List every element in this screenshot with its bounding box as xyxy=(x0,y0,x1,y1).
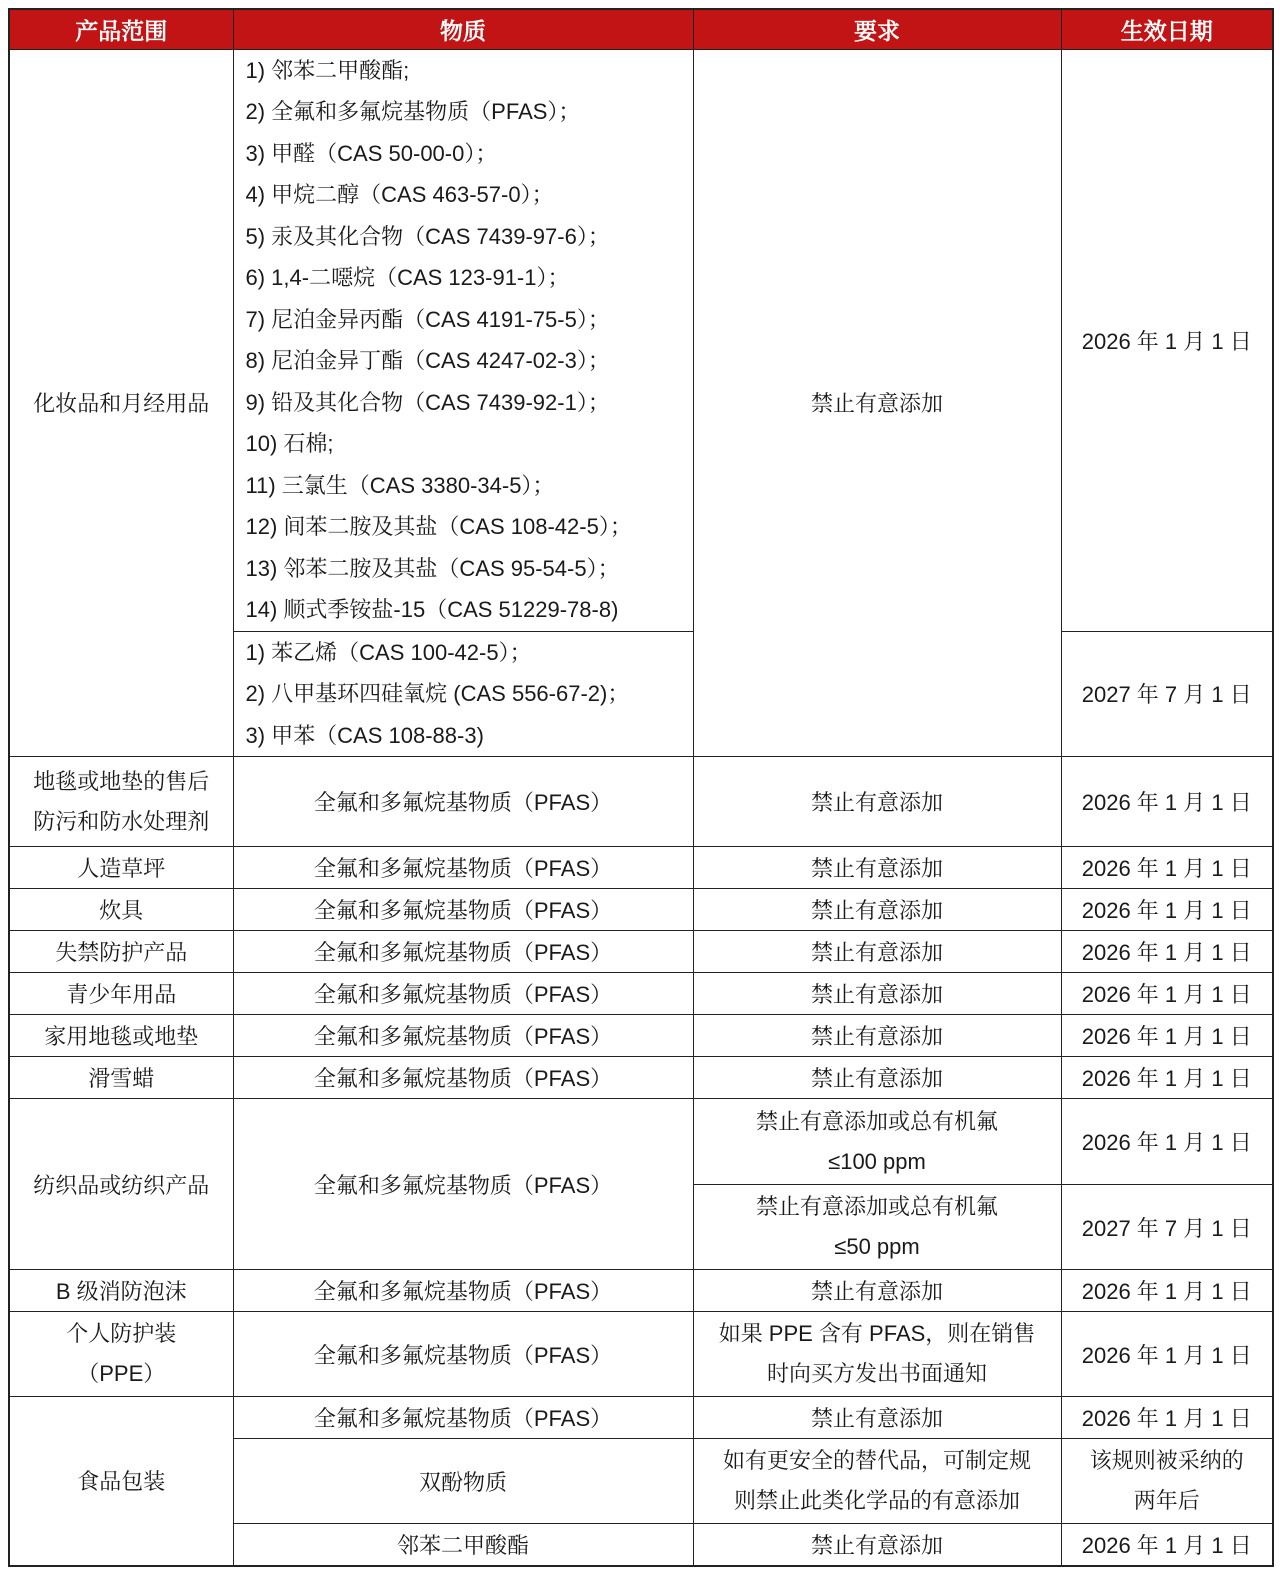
cell-date-cookware: 2026 年 1 月 1 日 xyxy=(1061,889,1273,931)
cell-date-ski-wax: 2026 年 1 月 1 日 xyxy=(1061,1057,1273,1099)
cell-requirement-artificial-turf: 禁止有意添加 xyxy=(693,847,1061,889)
cell-requirement-cookware: 禁止有意添加 xyxy=(693,889,1061,931)
row-firefighting-foam xyxy=(9,1270,1273,1312)
cell-product-cookware: 炊具 xyxy=(9,889,233,931)
cell-date-carpet-treatment: 2026 年 1 月 1 日 xyxy=(1061,757,1273,847)
cell-substance-cookware: 全氟和多氟烷基物质（PFAS） xyxy=(233,889,693,931)
cell-substance-food-bisphenols: 双酚物质 xyxy=(233,1439,693,1524)
cell-requirement-ppe xyxy=(693,1312,1061,1397)
row-ski-wax xyxy=(9,1057,1273,1099)
header-effective-date: 生效日期 xyxy=(1061,9,1273,49)
cell-line: 13) 邻苯二胺及其盐（CAS 95-54-5）； xyxy=(245,555,620,581)
cell-line: 8) 尼泊金异丁酯（CAS 4247-02-3）； xyxy=(245,348,610,373)
cell-line: 地毯或地垫的售后 xyxy=(33,768,210,794)
cell-date-food-pfas: 2026 年 1 月 1 日 xyxy=(1061,1397,1273,1439)
cell-substances-cosmetics-batch1 xyxy=(233,49,693,631)
cell-substance-ski-wax: 全氟和多氟烷基物质（PFAS） xyxy=(233,1057,693,1099)
row-ppe xyxy=(9,1312,1273,1397)
cell-line: 则禁止此类化学品的有意添加 xyxy=(733,1488,1020,1513)
cell-date-juvenile: 2026 年 1 月 1 日 xyxy=(1061,973,1273,1015)
cell-line: 两年后 xyxy=(1133,1488,1200,1513)
cell-requirement-textiles-phase2 xyxy=(693,1185,1061,1270)
cell-product-textiles: 纺织品或纺织产品 xyxy=(9,1099,233,1270)
cell-substance-firefighting-foam: 全氟和多氟烷基物质（PFAS） xyxy=(233,1270,693,1312)
row-household-carpet xyxy=(9,1015,1273,1057)
cell-substance-household-carpet: 全氟和多氟烷基物质（PFAS） xyxy=(233,1015,693,1057)
cell-line: 防污和防水处理剂 xyxy=(33,808,210,834)
cell-line: 2) 全氟和多氟烷基物质（PFAS）； xyxy=(245,99,581,124)
cell-line: 6) 1,4-二噁烷（CAS 123-91-1）； xyxy=(245,265,570,290)
cell-substance-ppe: 全氟和多氟烷基物质（PFAS） xyxy=(233,1312,693,1397)
cell-date-incontinence: 2026 年 1 月 1 日 xyxy=(1061,931,1273,973)
cell-requirement-household-carpet: 禁止有意添加 xyxy=(693,1015,1061,1057)
cell-product-food-packaging: 食品包装 xyxy=(9,1397,233,1566)
cell-line: 如有更安全的替代品，可制定规 xyxy=(722,1448,1031,1473)
cell-line: 14) 顺式季铵盐-15（CAS 51229-78-8) xyxy=(245,597,619,622)
cell-date-ppe: 2026 年 1 月 1 日 xyxy=(1061,1312,1273,1397)
cell-substance-carpet-treatment: 全氟和多氟烷基物质（PFAS） xyxy=(233,757,693,847)
cell-line: 3) 甲醛（CAS 50-00-0）； xyxy=(245,140,498,166)
row-food-packaging-pfas xyxy=(9,1397,1273,1439)
row-artificial-turf xyxy=(9,847,1273,889)
cell-product-cosmetics: 化妆品和月经用品 xyxy=(9,49,233,757)
cell-requirement-food-phthalates: 禁止有意添加 xyxy=(693,1524,1061,1566)
cell-line: 1) 苯乙烯（CAS 100-42-5）； xyxy=(245,639,532,665)
cell-line: 2) 八甲基环四硅氧烷 (CAS 556-67-2)； xyxy=(245,681,630,706)
row-juvenile-products xyxy=(9,973,1273,1015)
cell-requirement-carpet-treatment: 禁止有意添加 xyxy=(693,757,1061,847)
cell-product-juvenile: 青少年用品 xyxy=(9,973,233,1015)
cell-line: 11) 三氯生（CAS 3380-34-5）； xyxy=(245,472,555,498)
cell-line: 4) 甲烷二醇（CAS 463-57-0）； xyxy=(245,182,554,207)
row-textiles-phase1 xyxy=(9,1099,1273,1185)
header-substance: 物质 xyxy=(233,9,693,49)
cell-line: 9) 铅及其化合物（CAS 7439-92-1）； xyxy=(245,389,610,415)
cell-date-firefighting-foam: 2026 年 1 月 1 日 xyxy=(1061,1270,1273,1312)
cell-requirement-food-bisphenols xyxy=(693,1439,1061,1524)
cell-date-cosmetics-batch2: 2027 年 7 月 1 日 xyxy=(1061,631,1273,757)
cell-date-food-phthalates: 2026 年 1 月 1 日 xyxy=(1061,1524,1273,1566)
cell-line: 5) 汞及其化合物（CAS 7439-97-6）； xyxy=(245,223,610,249)
cell-date-artificial-turf: 2026 年 1 月 1 日 xyxy=(1061,847,1273,889)
cell-line: 时向买方发出书面通知 xyxy=(766,1361,987,1386)
cell-line: 个人防护装 xyxy=(66,1321,177,1346)
cell-line: 10) 石棉; xyxy=(245,431,334,456)
cell-product-ski-wax: 滑雪蜡 xyxy=(9,1057,233,1099)
cell-line: （PPE） xyxy=(77,1361,166,1386)
cell-substance-artificial-turf: 全氟和多氟烷基物质（PFAS） xyxy=(233,847,693,889)
row-carpet-treatment xyxy=(9,757,1273,847)
cell-date-cosmetics-batch1: 2026 年 1 月 1 日 xyxy=(1061,49,1273,631)
cell-substance-incontinence: 全氟和多氟烷基物质（PFAS） xyxy=(233,931,693,973)
cell-substances-cosmetics-batch2 xyxy=(233,631,693,757)
cell-product-ppe xyxy=(9,1312,233,1397)
cell-requirement-ski-wax: 禁止有意添加 xyxy=(693,1057,1061,1099)
cell-date-textiles-phase2: 2027 年 7 月 1 日 xyxy=(1061,1185,1273,1270)
cell-line: 如果 PPE 含有 PFAS，则在销售 xyxy=(718,1321,1036,1346)
header-requirement: 要求 xyxy=(693,9,1061,49)
cell-line: 1) 邻苯二甲酸酯; xyxy=(245,57,410,83)
cell-line: 该规则被采纳的 xyxy=(1089,1448,1244,1473)
cell-substance-food-phthalates: 邻苯二甲酸酯 xyxy=(233,1524,693,1566)
cell-date-food-bisphenols xyxy=(1061,1439,1273,1524)
regulation-table xyxy=(8,8,1274,1567)
header-product: 产品范围 xyxy=(9,9,233,49)
cell-line: 7) 尼泊金异丙酯（CAS 4191-75-5）； xyxy=(245,306,610,332)
cell-substance-textiles: 全氟和多氟烷基物质（PFAS） xyxy=(233,1099,693,1270)
cell-product-artificial-turf: 人造草坪 xyxy=(9,847,233,889)
row-cookware xyxy=(9,889,1273,931)
cell-date-textiles-phase1: 2026 年 1 月 1 日 xyxy=(1061,1099,1273,1185)
cell-substance-juvenile: 全氟和多氟烷基物质（PFAS） xyxy=(233,973,693,1015)
cell-line: 3) 甲苯（CAS 108-88-3) xyxy=(245,722,484,748)
cell-product-incontinence: 失禁防护产品 xyxy=(9,931,233,973)
cell-line: 禁止有意添加或总有机氟 xyxy=(755,1194,998,1219)
cell-line: ≤50 ppm xyxy=(834,1234,920,1259)
cell-product-household-carpet: 家用地毯或地垫 xyxy=(9,1015,233,1057)
cell-requirement-food-pfas: 禁止有意添加 xyxy=(693,1397,1061,1439)
row-cosmetics-batch1 xyxy=(9,49,1273,631)
cell-requirement-firefighting-foam: 禁止有意添加 xyxy=(693,1270,1061,1312)
row-incontinence-products xyxy=(9,931,1273,973)
cell-substance-food-pfas: 全氟和多氟烷基物质（PFAS） xyxy=(233,1397,693,1439)
cell-requirement-incontinence: 禁止有意添加 xyxy=(693,931,1061,973)
cell-line: 禁止有意添加或总有机氟 xyxy=(755,1108,998,1134)
cell-date-household-carpet: 2026 年 1 月 1 日 xyxy=(1061,1015,1273,1057)
cell-product-firefighting-foam: B 级消防泡沫 xyxy=(9,1270,233,1312)
cell-line: 12) 间苯二胺及其盐（CAS 108-42-5）； xyxy=(245,514,632,539)
cell-line: ≤100 ppm xyxy=(828,1148,926,1174)
cell-requirement-juvenile: 禁止有意添加 xyxy=(693,973,1061,1015)
cell-product-carpet-treatment xyxy=(9,757,233,847)
header-row xyxy=(9,9,1273,49)
cell-requirement-cosmetics: 禁止有意添加 xyxy=(693,49,1061,757)
cell-requirement-textiles-phase1 xyxy=(693,1099,1061,1185)
